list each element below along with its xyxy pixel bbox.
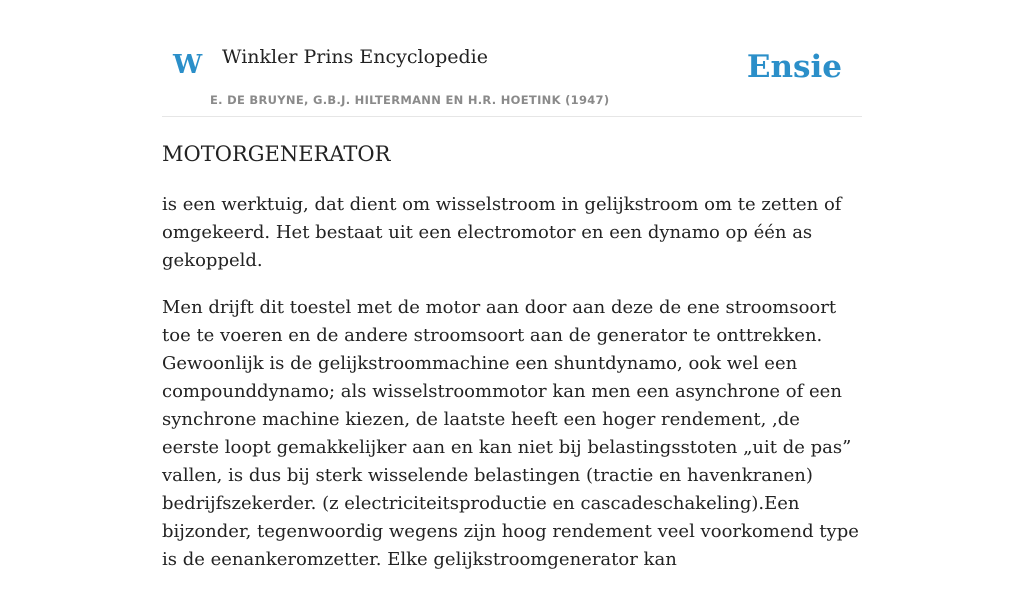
article-paragraph: Men drijft dit toestel met de motor aan door aan deze de ene stroomsoort toe te voeren en de andere stroomsoort aan de generator te onttrekken. Gewoonlijk is de gelijkstroommachine een shuntdynamo, ook wel een compounddynamo; als wisselstroommotor kan men een asynchrone of een synchrone machine kiezen, de laatste heeft een hoger rendement, ,de eerste loopt gemakkelijker aan en kan niet bij belastingsstoten „uit de pas” vallen, is dus bij sterk wisselende belastingen (tractie en havenkranen) bedrijfszekerder. (z electriciteitsproductie en cascadeschakeling).Een bijzonder, tegenwoordig wegens zijn hoog rendement veel voorkomend type is de eenankeromzetter. Elke gelijkstroomgenerator kan [162,297,859,571]
ensie-logo-link[interactable]: Ensie [746,49,842,85]
authors-line: E. DE BRUYNE, G.B.J. HILTERMANN EN H.R. HOETINK (1947) [210,93,610,107]
winkler-prins-logo-icon[interactable]: W [173,50,203,80]
article-paragraph: is een werktuig, dat dient om wisselstroom in gelijkstroom om te zetten of omgekeerd. Het bestaat uit een electromotor en een dynamo op één as gekoppeld. [162,194,842,272]
site-header [162,0,862,117]
article-content [162,140,862,593]
article-title: MOTORGENERATOR [162,142,391,166]
site-title-link[interactable]: Winkler Prins Encyclopedie [222,46,488,68]
